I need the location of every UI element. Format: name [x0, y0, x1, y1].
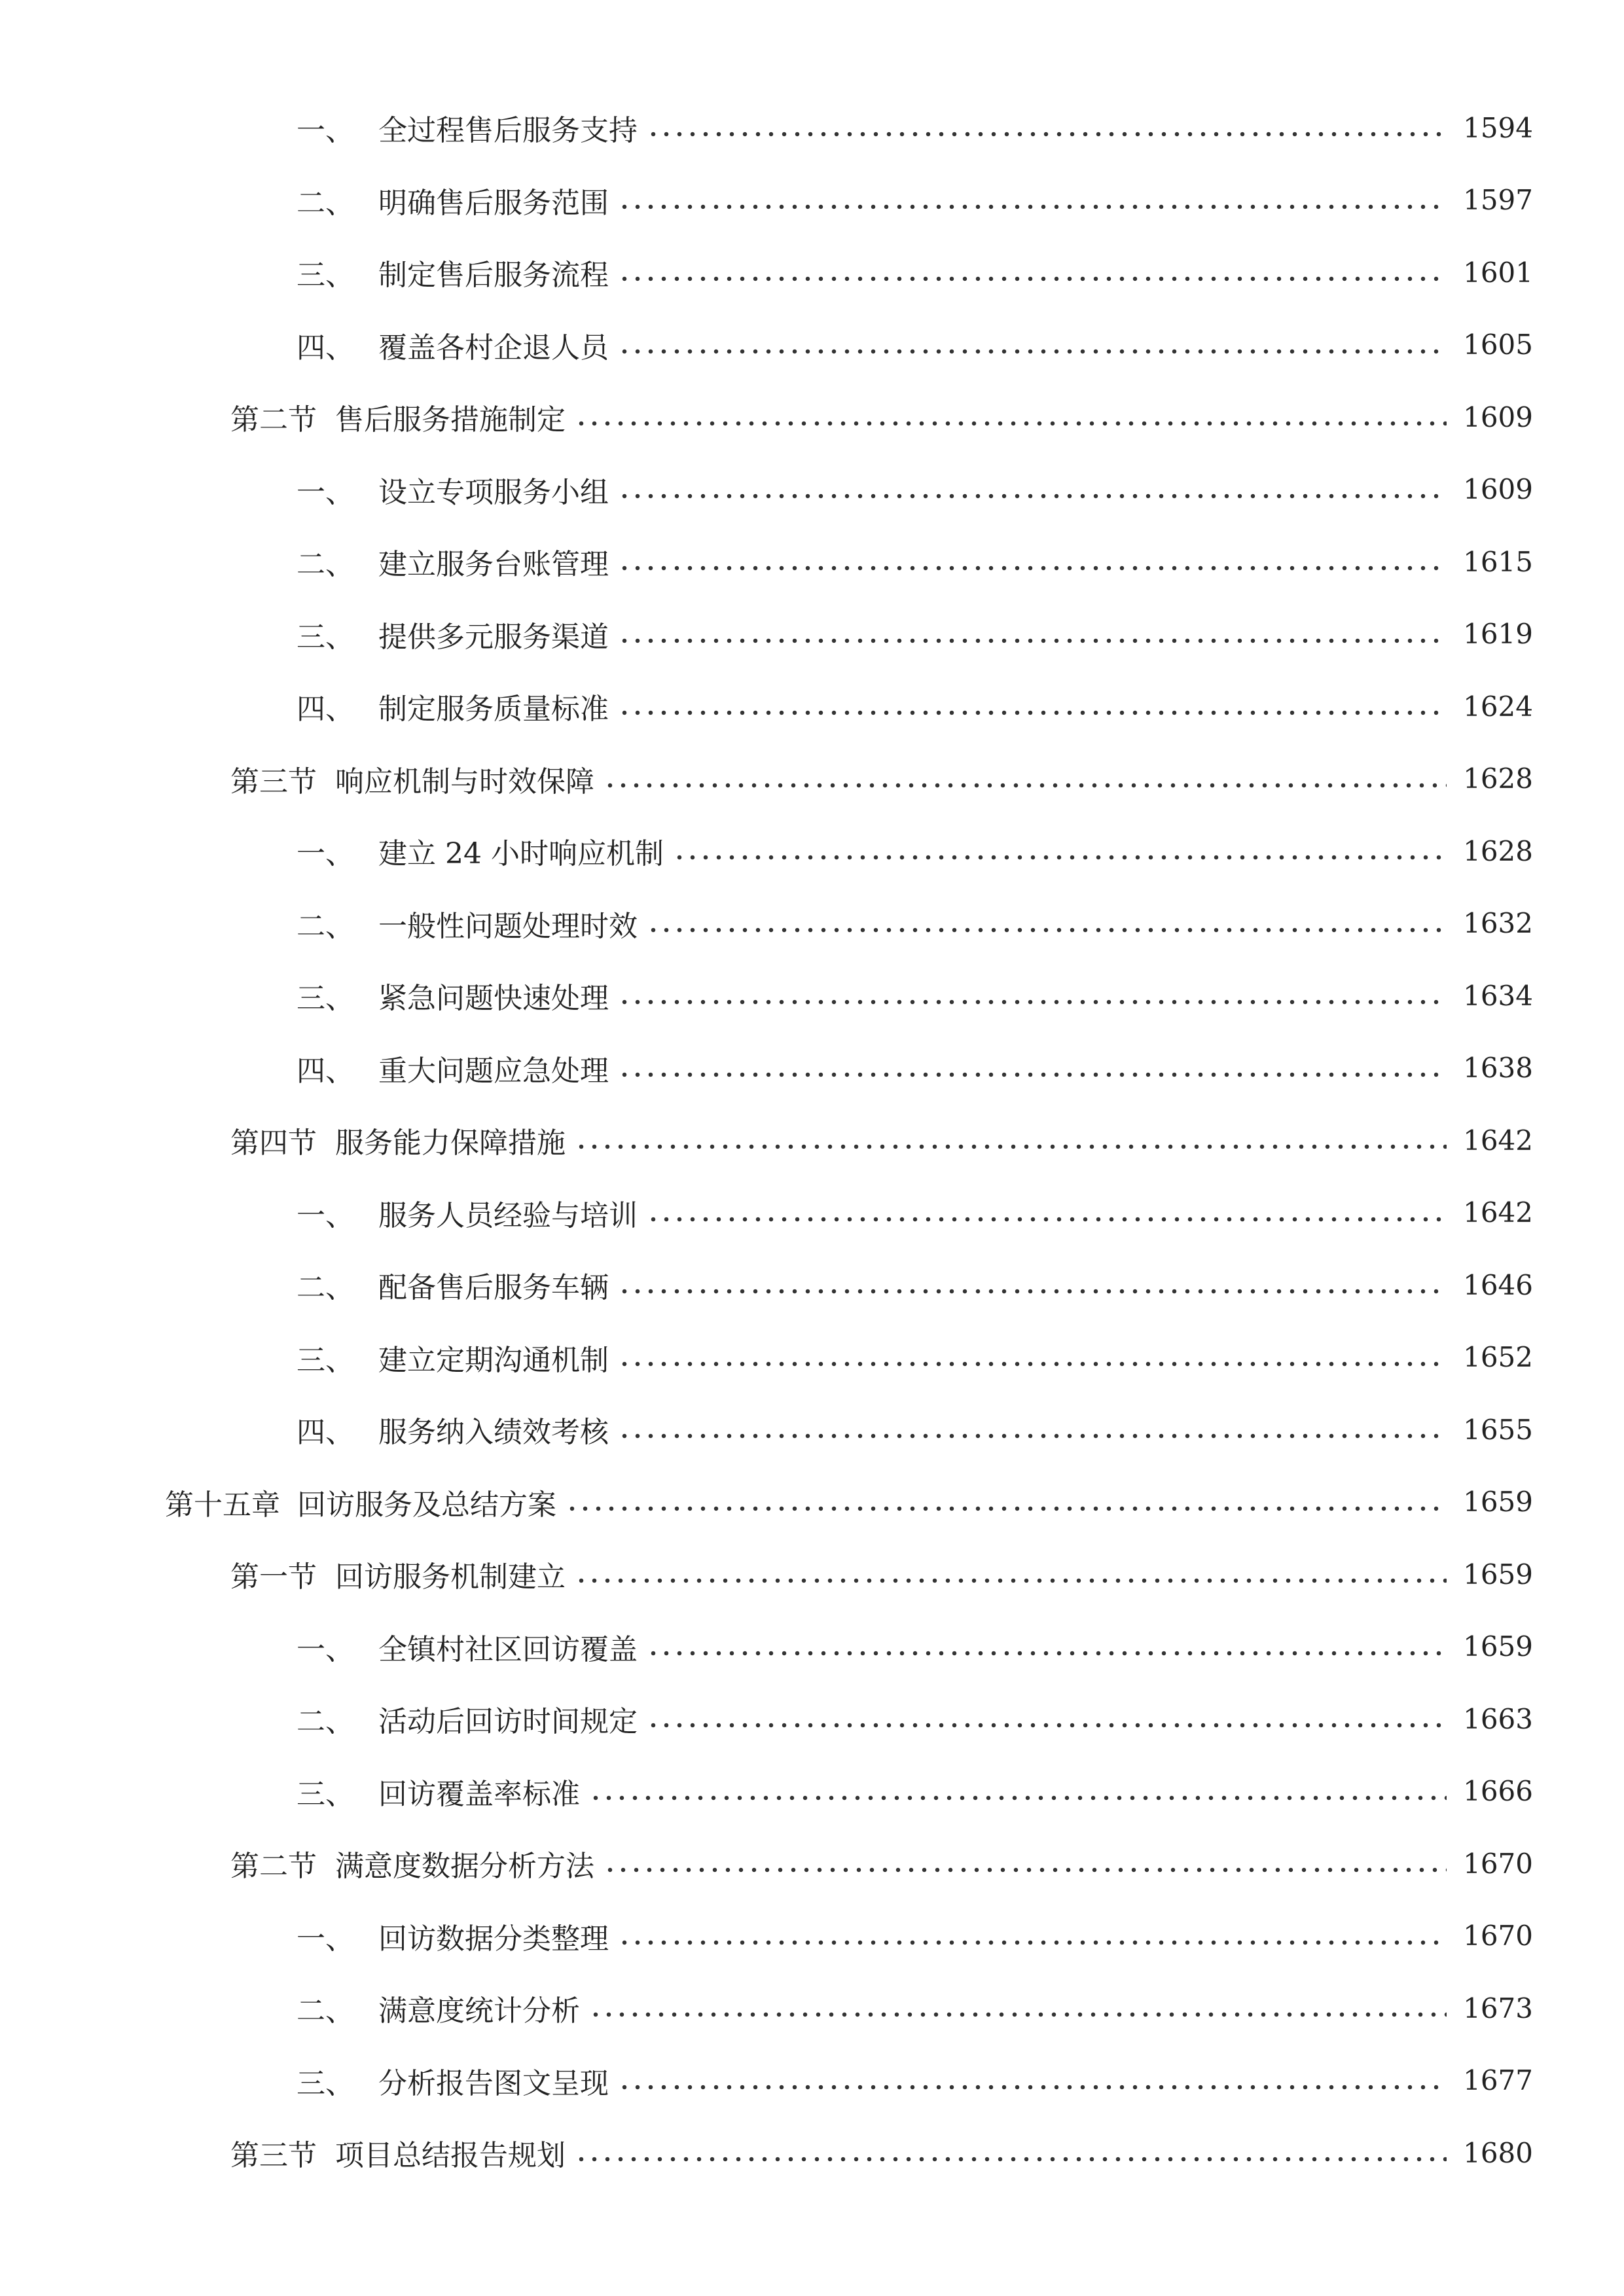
dot-leader [589, 2000, 1447, 2029]
dot-leader [647, 916, 1447, 944]
toc-entry-number: 第三节 [230, 764, 317, 798]
toc-entry-title [297, 1192, 638, 1234]
toc-entry[interactable] [0, 1321, 1624, 1394]
toc-entry-text: 回访服务机制建立 [335, 1560, 566, 1594]
toc-entry-title [297, 1770, 580, 1812]
toc-entry-title [230, 1119, 566, 1161]
toc-entry-text: 响应机制与时效保障 [335, 764, 594, 798]
table-of-contents [0, 92, 1624, 2189]
toc-entry-number: 二、 [297, 186, 354, 220]
toc-entry-text: 建立 24 小时响应机制 [378, 837, 664, 871]
toc-section-entry[interactable] [0, 2117, 1624, 2189]
dot-leader [647, 1711, 1447, 1740]
toc-entry-text: 全过程售后服务支持 [378, 114, 638, 148]
toc-entry-text: 服务能力保障措施 [335, 1126, 566, 1160]
toc-entry[interactable] [0, 598, 1624, 671]
toc-entry-title [297, 107, 638, 149]
toc-page-number: 1605 [1463, 329, 1533, 361]
toc-entry-text: 提供多元服务渠道 [378, 620, 609, 654]
toc-page-number: 1659 [1463, 1486, 1533, 1518]
toc-entry-number: 二、 [297, 1271, 354, 1305]
toc-section-entry[interactable] [0, 1538, 1624, 1611]
toc-entry-number: 一、 [297, 1922, 354, 1956]
toc-entry-number: 第四节 [230, 1126, 317, 1160]
toc-entry-text: 回访数据分类整理 [378, 1922, 609, 1956]
toc-entry-title [297, 1915, 609, 1957]
toc-page-number: 1628 [1463, 762, 1533, 795]
dot-leader [618, 2073, 1447, 2102]
toc-entry-text: 全镇村社区回访覆盖 [378, 1632, 638, 1666]
toc-entry-text: 回访服务及总结方案 [297, 1488, 556, 1522]
toc-entry-title [297, 1698, 638, 1740]
toc-entry-number: 第十五章 [165, 1488, 280, 1522]
toc-entry[interactable] [0, 670, 1624, 743]
toc-page-number: 1619 [1463, 618, 1533, 651]
dot-leader [673, 843, 1447, 872]
toc-page-number: 1680 [1463, 2136, 1533, 2169]
toc-entry-title [297, 1408, 609, 1450]
toc-entry[interactable] [0, 2045, 1624, 2117]
toc-page-number: 1642 [1463, 1124, 1533, 1157]
toc-entry-text: 覆盖各村企退人员 [378, 331, 609, 365]
toc-entry-number: 四、 [297, 331, 354, 365]
toc-page-number: 1670 [1463, 1920, 1533, 1952]
dot-leader [618, 337, 1447, 366]
toc-entry[interactable] [0, 1393, 1624, 1466]
toc-entry-number: 一、 [297, 475, 354, 509]
toc-page-number: 1638 [1463, 1052, 1533, 1085]
toc-entry-number: 四、 [297, 1416, 354, 1450]
toc-entry-title [297, 903, 638, 944]
toc-entry[interactable] [0, 1611, 1624, 1683]
toc-page-number: 1594 [1463, 111, 1533, 144]
dot-leader [618, 1422, 1447, 1450]
toc-entry-number: 第二节 [230, 403, 317, 437]
toc-entry-title [230, 396, 566, 438]
toc-entry-number: 第三节 [230, 2139, 317, 2173]
dot-leader [618, 1350, 1447, 1378]
toc-entry-text: 紧急问题快速处理 [378, 982, 609, 1016]
toc-entry-title [230, 1842, 594, 1884]
toc-page-number: 1663 [1463, 1702, 1533, 1735]
toc-entry-title [297, 1264, 609, 1306]
toc-entry-title [297, 2060, 609, 2102]
toc-entry-text: 分析报告图文呈现 [378, 2066, 609, 2100]
toc-entry-text: 建立定期沟通机制 [378, 1343, 609, 1377]
toc-entry-text: 重大问题应急处理 [378, 1054, 609, 1088]
toc-entry[interactable] [0, 1900, 1624, 1973]
dot-leader [575, 1132, 1447, 1161]
toc-page-number: 1632 [1463, 907, 1533, 940]
toc-entry-number: 二、 [297, 548, 354, 582]
toc-page-number: 1659 [1463, 1630, 1533, 1663]
toc-entry-title [297, 1626, 638, 1668]
toc-entry[interactable] [0, 164, 1624, 237]
toc-entry-number: 二、 [297, 909, 354, 943]
toc-page-number: 1597 [1463, 184, 1533, 217]
dot-leader [618, 988, 1447, 1016]
toc-entry-number: 一、 [297, 1198, 354, 1232]
toc-section-entry[interactable] [0, 1104, 1624, 1177]
toc-entry[interactable] [0, 1972, 1624, 2045]
toc-entry-title [230, 758, 594, 800]
toc-page-number: 1615 [1463, 545, 1533, 578]
toc-entry-title [297, 613, 609, 655]
toc-entry-text: 满意度数据分析方法 [335, 1850, 594, 1884]
toc-entry-title [297, 685, 609, 727]
dot-leader [618, 264, 1447, 293]
dot-leader [618, 626, 1447, 655]
toc-entry-number: 二、 [297, 1705, 354, 1739]
dot-leader [604, 1856, 1447, 1884]
toc-entry-number: 三、 [297, 1777, 354, 1811]
toc-entry-number: 三、 [297, 620, 354, 654]
toc-entry-text: 回访覆盖率标准 [378, 1777, 580, 1811]
dot-leader [604, 771, 1447, 800]
dot-leader [566, 1494, 1447, 1523]
toc-page-number: 1624 [1463, 690, 1533, 723]
toc-entry-number: 第二节 [230, 1850, 317, 1884]
toc-page-number: 1642 [1463, 1196, 1533, 1229]
toc-entry-number: 三、 [297, 259, 354, 293]
toc-section-entry[interactable] [0, 743, 1624, 816]
toc-entry-title [297, 324, 609, 366]
toc-entry-text: 制定售后服务流程 [378, 259, 609, 293]
toc-entry-text: 明确售后服务范围 [378, 186, 609, 220]
toc-entry-title [230, 2132, 566, 2174]
toc-entry-text: 配备售后服务车辆 [378, 1271, 609, 1305]
toc-entry-number: 一、 [297, 837, 354, 871]
toc-entry-text: 满意度统计分析 [378, 1994, 580, 2028]
toc-entry[interactable] [0, 1032, 1624, 1105]
toc-section-entry[interactable] [0, 381, 1624, 454]
toc-entry-title [165, 1481, 556, 1523]
dot-leader [575, 409, 1447, 438]
toc-section-entry[interactable] [0, 1827, 1624, 1900]
toc-entry-number: 三、 [297, 1343, 354, 1377]
toc-entry-text: 建立服务台账管理 [378, 548, 609, 582]
dot-leader [618, 1928, 1447, 1957]
toc-chapter-entry[interactable] [0, 1466, 1624, 1539]
toc-page-number: 1666 [1463, 1775, 1533, 1808]
dot-leader [618, 192, 1447, 221]
toc-page-number: 1655 [1463, 1413, 1533, 1446]
toc-entry-title [297, 469, 609, 511]
toc-page-number: 1652 [1463, 1341, 1533, 1374]
toc-entry-number: 第一节 [230, 1560, 317, 1594]
toc-entry-text: 服务人员经验与培训 [378, 1198, 638, 1232]
toc-page-number: 1609 [1463, 401, 1533, 433]
toc-page-number: 1673 [1463, 1992, 1533, 2024]
toc-entry[interactable] [0, 309, 1624, 382]
dot-leader [647, 120, 1447, 149]
toc-entry-text: 设立专项服务小组 [378, 475, 609, 509]
toc-page-number: 1609 [1463, 473, 1533, 506]
toc-entry-number: 二、 [297, 1994, 354, 2028]
toc-entry[interactable] [0, 960, 1624, 1032]
toc-entry-title [297, 1336, 609, 1378]
toc-entry[interactable] [0, 1177, 1624, 1249]
toc-entry-text: 制定服务质量标准 [378, 692, 609, 726]
dot-leader [618, 698, 1447, 727]
dot-leader [575, 2145, 1447, 2174]
toc-page-number: 1670 [1463, 1847, 1533, 1880]
toc-entry-title [297, 1047, 609, 1089]
toc-entry-title [230, 1553, 566, 1595]
toc-entry-title [297, 251, 609, 293]
toc-entry-title [297, 830, 664, 872]
toc-page-number: 1646 [1463, 1268, 1533, 1301]
toc-entry[interactable] [0, 888, 1624, 960]
dot-leader [575, 1566, 1447, 1595]
toc-page-number: 1601 [1463, 256, 1533, 289]
dot-leader [618, 1060, 1447, 1089]
toc-entry[interactable] [0, 815, 1624, 888]
toc-entry-number: 三、 [297, 982, 354, 1016]
toc-page-number: 1677 [1463, 2064, 1533, 2097]
toc-page-number: 1634 [1463, 979, 1533, 1012]
dot-leader [589, 1784, 1447, 1812]
toc-entry[interactable] [0, 1683, 1624, 1755]
toc-entry-text: 项目总结报告规划 [335, 2139, 566, 2173]
toc-entry-title [297, 541, 609, 583]
toc-entry-title [297, 1987, 580, 2029]
toc-entry[interactable] [0, 236, 1624, 309]
toc-entry[interactable] [0, 1755, 1624, 1828]
toc-entry[interactable] [0, 454, 1624, 526]
dot-leader [618, 1277, 1447, 1306]
dot-leader [618, 482, 1447, 511]
toc-entry-number: 三、 [297, 2066, 354, 2100]
dot-leader [647, 1639, 1447, 1668]
toc-entry-number: 一、 [297, 114, 354, 148]
toc-entry[interactable] [0, 92, 1624, 164]
toc-entry[interactable] [0, 1249, 1624, 1321]
toc-page-number: 1659 [1463, 1558, 1533, 1590]
dot-leader [618, 554, 1447, 583]
toc-entry-text: 一般性问题处理时效 [378, 909, 638, 943]
dot-leader [647, 1205, 1447, 1234]
toc-entry-title [297, 179, 609, 221]
toc-entry-number: 四、 [297, 692, 354, 726]
toc-entry-text: 活动后回访时间规定 [378, 1705, 638, 1739]
toc-entry[interactable] [0, 526, 1624, 598]
toc-entry-number: 四、 [297, 1054, 354, 1088]
toc-page-number: 1628 [1463, 834, 1533, 867]
toc-entry-text: 服务纳入绩效考核 [378, 1416, 609, 1450]
toc-entry-text: 售后服务措施制定 [335, 403, 566, 437]
toc-entry-number: 一、 [297, 1632, 354, 1666]
toc-entry-title [297, 975, 609, 1016]
